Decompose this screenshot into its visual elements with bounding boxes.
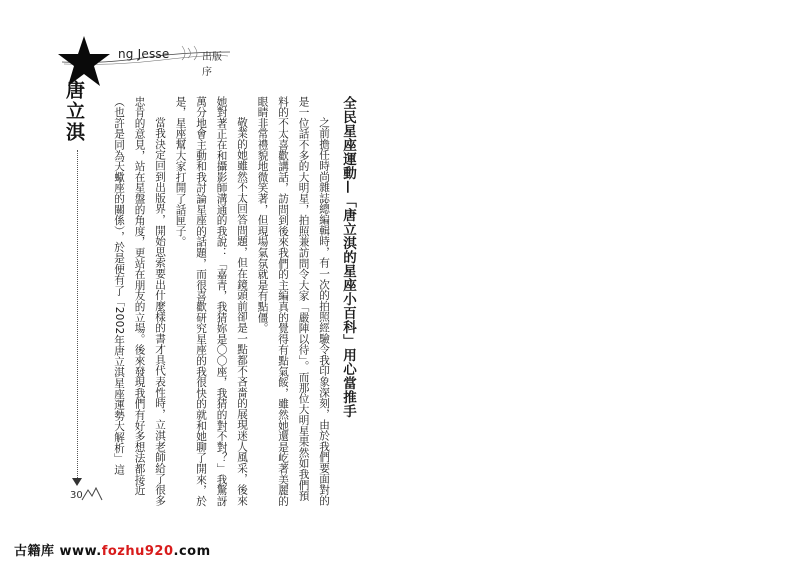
url-prefix: www. bbox=[59, 544, 102, 559]
url-suffix: .com bbox=[173, 544, 211, 559]
article-title: 全民星座運動—「唐立淇的星座小百科」用心當推手 bbox=[340, 96, 356, 418]
header-name-text: ng Jesse bbox=[118, 47, 170, 61]
page-number: 30 bbox=[70, 490, 83, 501]
paragraph-2: 敬業的她雖然不太回答問題，但在鏡頭前卻是一點都不吝嗇的展現迷人風采，後來她對著正在和攝影師溝通的我說：「嘉青，我猜妳是〇〇座，我猜的對不對？」我驚訝萬分地會主動和我討論星座的話題，而很喜歡研究星座的我很快的就和她聊了開來，於是，星座幫大家打開了話匣子。 bbox=[174, 96, 248, 507]
author-name: 唐立淇 bbox=[63, 80, 85, 143]
dotted-divider bbox=[77, 150, 78, 480]
header-publisher-text: 出版序 bbox=[202, 52, 222, 78]
article-body bbox=[100, 96, 362, 508]
site-label: 古籍库 bbox=[14, 544, 55, 559]
arrow-down-icon bbox=[72, 478, 82, 486]
paragraph-1: 之前擔任時尚雜誌總編輯時，有一次的拍照經驗令我印象深刻，由於我們要面對的是一位話不多的大明星，拍照兼訪問令大家「嚴陣以待」。而那位大明星果然如我們預料的不太喜歡講話，訪問到後來我們的主編真的覺得有點氣餒，雖然她還是屹著美麗的眼睛非常禮貌地微笑著，但現場氣氛就是有點僵。 bbox=[256, 96, 330, 507]
paragraph-3: 當我決定回到出版界，開始思索要出什麼樣的書才具代表性時，立淇老師給了很多忠肯的意見，站在星盤的角度，更站在朋友的立場。後來發現我們有好多想法都接近（也許是同為天蠍座的關係），於是便有了「2002年唐立淇星座運勢大解析」這 bbox=[113, 96, 166, 506]
footer-watermark bbox=[14, 540, 211, 559]
url-red-part: fozhu920 bbox=[101, 544, 174, 559]
